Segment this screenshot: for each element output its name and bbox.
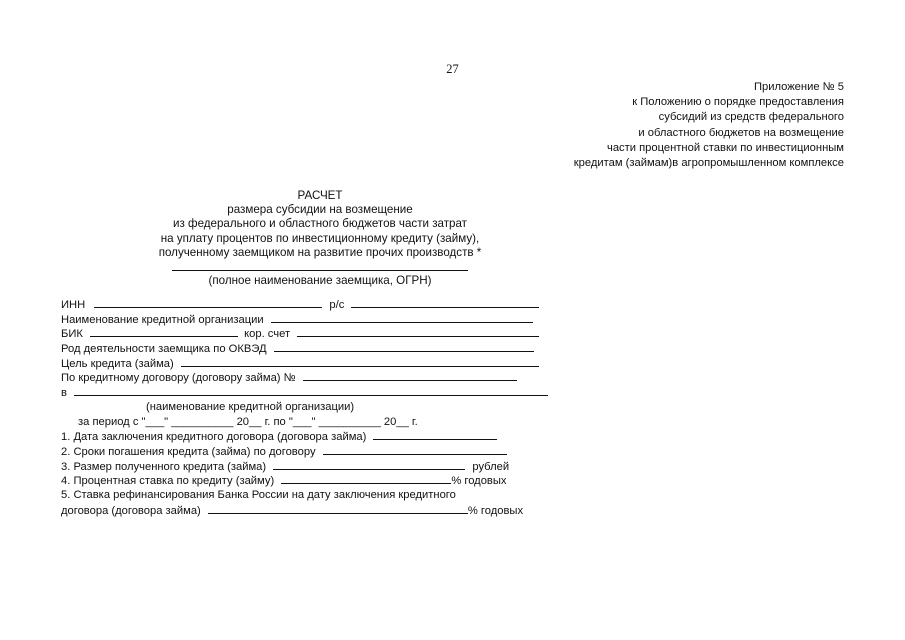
loan-form [61, 297, 548, 517]
bik-field [90, 326, 238, 337]
item4-label: 4. Процентная ставка по кредиту (займу) [61, 475, 275, 488]
item2-row [61, 444, 548, 459]
item3-label: 3. Размер полученного кредита (займа) [61, 460, 267, 473]
title-heading: РАСЧЕТ [297, 189, 343, 202]
item1-row [61, 429, 548, 444]
appendix-line: к Положению о порядке предоставления [632, 96, 844, 109]
appendix-header [574, 80, 844, 171]
title-line: из федерального и областного бюджетов части затрат [173, 217, 467, 231]
item4-field [281, 473, 451, 484]
borrower-caption: (полное наименование заемщика, ОГРН) [208, 274, 432, 288]
inn-label: ИНН [61, 299, 86, 311]
title-line: размера субсидии на возмещение [227, 203, 413, 217]
period-line: за период с "___" __________ 20__ г. по "___" __________ 20__ г. [78, 415, 418, 428]
item4-suffix: % годовых [451, 475, 507, 488]
borrower-name-line [172, 260, 468, 271]
appendix-line: Приложение № 5 [753, 81, 844, 93]
purpose-row [61, 356, 548, 371]
item5-line1: 5. Ставка рефинансирования Банка России на дату заключения кредитного [61, 488, 456, 501]
kor-field [297, 326, 539, 337]
appendix-line: и областного бюджетов на возмещение [638, 126, 844, 139]
item2-field [323, 444, 507, 455]
item5-line2: договора (договора займа) [61, 504, 201, 517]
item5-field [208, 503, 468, 514]
bank-caption: (наименование кредитной организации) [146, 400, 355, 413]
bank-name-row [61, 312, 548, 327]
period-row [61, 415, 548, 430]
item4-row [61, 473, 548, 488]
rs-field [351, 297, 539, 308]
document-title [120, 189, 520, 288]
bank-in-field [74, 385, 548, 396]
item1-field [373, 429, 497, 440]
item5-row-2 [61, 503, 548, 518]
okved-field [274, 341, 534, 352]
bank-in-row [61, 385, 548, 400]
rs-label: р/с [329, 299, 345, 311]
item1-label: 1. Дата заключения кредитного договора (договора займа) [61, 431, 367, 444]
bank-name-field [271, 312, 533, 323]
purpose-label: Цель кредита (займа) [61, 357, 174, 370]
kor-label: кор. счет [244, 328, 291, 341]
appendix-line: части процентной ставки по инвестиционным [607, 141, 844, 154]
appendix-line: кредитам (займам)в агропромышленном комплексе [573, 157, 844, 170]
in-label: в [61, 387, 67, 400]
page-number: 27 [446, 62, 459, 76]
bank-name-label: Наименование кредитной организации [61, 313, 264, 326]
item3-row [61, 459, 548, 474]
inn-row [61, 297, 548, 312]
title-line: на уплату процентов по инвестиционному кредиту (займу), [160, 231, 480, 245]
purpose-field [181, 356, 539, 367]
item2-label: 2. Сроки погашения кредита (займа) по договору [61, 445, 316, 458]
item5-row [61, 488, 548, 503]
contract-field [303, 370, 517, 381]
bank-caption-row [61, 400, 548, 415]
title-line: полученному заемщиком на развитие прочих производств * [158, 245, 482, 259]
item3-field [273, 459, 465, 470]
item5-suffix: % годовых [467, 504, 524, 517]
contract-row [61, 370, 548, 385]
contract-label: По кредитному договору (договору займа) № [61, 372, 296, 385]
bik-row [61, 326, 548, 341]
inn-field [94, 297, 322, 308]
okved-row [61, 341, 548, 356]
bik-label: БИК [61, 328, 83, 341]
item3-suffix: рублей [472, 460, 510, 473]
okved-label: Род деятельности заемщика по ОКВЭД [61, 343, 267, 356]
appendix-line: субсидий из средств федерального [658, 111, 844, 124]
